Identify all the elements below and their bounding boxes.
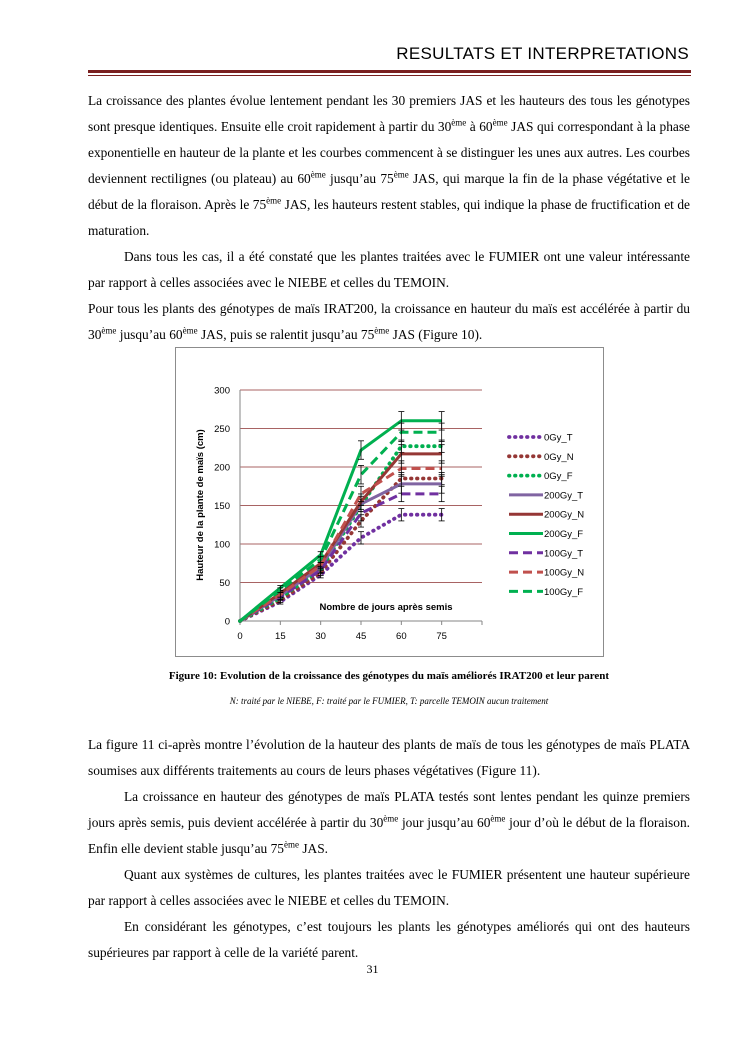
paragraph: [88, 862, 690, 914]
body-text-top: [88, 88, 690, 348]
paragraph: [88, 296, 690, 348]
legend-label: 100Gy_F: [544, 586, 584, 598]
y-tick-label: 200: [214, 462, 230, 474]
text-run: jusqu’au 60: [116, 327, 183, 342]
legend-label: 0Gy_T: [544, 432, 573, 444]
y-tick-label: 150: [214, 501, 230, 512]
text-run: JAS, qui marque la fin de la phase végétative et le début de la floraison. Après le 75: [88, 171, 691, 212]
series-line-200Gy_F: [240, 421, 442, 621]
figure-caption: Figure 10: Evolution de la croissance des génotypes du maïs améliorés IRAT200 et leur parent: [168, 670, 610, 682]
x-tick-label: 30: [315, 631, 326, 642]
series-line-100Gy_N: [240, 469, 442, 622]
body-text-bottom: [88, 732, 690, 966]
superscript: ème: [492, 117, 508, 128]
legend-label: 200Gy_N: [544, 509, 585, 521]
paragraph: [88, 784, 690, 862]
y-tick-label: 250: [214, 424, 230, 435]
superscript: ème: [101, 325, 117, 336]
text-run: Dans tous les cas, il a été constaté que les plantes traitées avec le FUMIER ont une valeur intéressante par rapport à celles associées avec le NIEBE et celles du TEMOIN.: [88, 249, 690, 290]
text-run: JAS.: [298, 841, 329, 856]
superscript: ème: [266, 195, 282, 206]
x-tick-label: 15: [275, 631, 286, 642]
superscript: ème: [451, 117, 467, 128]
header-rule-thick: [88, 70, 691, 73]
text-run: JAS, les hauteurs restent stables, qui indique la phase de fructification et de maturation.: [88, 197, 690, 238]
figure-10-chart: [175, 347, 604, 657]
y-tick-label: 300: [214, 385, 230, 397]
text-run: JAS (Figure 10).: [389, 327, 483, 342]
series-line-100Gy_F: [240, 432, 442, 621]
figure-note: N: traité par le NIEBE, F: traité par le FUMIER, T: parcelle TEMOIN aucun traitement: [229, 696, 549, 706]
superscript: ème: [490, 813, 506, 824]
superscript: ème: [383, 813, 399, 824]
paragraph: [88, 88, 690, 244]
y-axis-label: Hauteur de la plante de maïs (cm): [195, 429, 206, 581]
legend-label: 100Gy_T: [544, 548, 584, 560]
section-header-title: RESULTATS ET INTERPRETATIONS: [396, 44, 689, 63]
x-tick-label: 60: [396, 631, 407, 642]
text-run: Pour tous les plants des génotypes de maïs IRAT200, la croissance en hauteur du maïs est accélérée à partir du 30: [88, 301, 690, 342]
x-axis-label: Nombre de jours après semis: [319, 602, 453, 613]
legend-label: 0Gy_F: [544, 471, 573, 483]
paragraph: [88, 914, 690, 966]
y-tick-label: 0: [224, 616, 230, 628]
x-tick-label: 0: [237, 631, 243, 642]
superscript: ème: [393, 169, 409, 180]
y-tick-label: 100: [214, 539, 230, 551]
text-run: JAS qui correspondant à la phase exponentielle en hauteur de la plante et les courbes commencent à se distinguer les unes aux autres. Les courbes deviennent rectilignes (ou plateau) au 60: [88, 119, 690, 186]
text-run: La croissance des plantes évolue lentement pendant les 30 premiers JAS et les hauteurs des tous les génotypes sont presque identiques. Ensuite elle croit rapidement à partir du 30: [88, 93, 690, 134]
text-run: Quant aux systèmes de cultures, les plantes traitées avec le FUMIER présentent une hauteur supérieure par rapport à celles associées avec le NIEBE et celles du TEMOIN.: [88, 867, 690, 908]
legend-label: 200Gy_F: [544, 529, 584, 540]
text-run: En considérant les génotypes, c’est toujours les plants les génotypes améliorés qui ont des hauteurs supérieures par rapport à celle de la variété parent.: [88, 919, 690, 960]
y-tick-label: 50: [219, 578, 230, 589]
superscript: ème: [182, 325, 198, 336]
superscript: ème: [310, 169, 326, 180]
growth-line-chart: [176, 348, 603, 656]
header-rule-thin: [88, 75, 691, 76]
text-run: La figure 11 ci-après montre l’évolution de la hauteur des plants de maïs de tous les génotypes de maïs PLATA soumises aux différents traitements au cours de leurs phases végétatives (Figure 11).: [88, 737, 690, 778]
text-run: JAS, puis se ralentit jusqu’au 75: [197, 327, 375, 342]
x-tick-label: 75: [436, 631, 447, 642]
x-tick-label: 45: [355, 631, 367, 642]
superscript: ème: [374, 325, 390, 336]
page-number: 31: [366, 962, 379, 976]
legend-label: 0Gy_N: [544, 451, 574, 463]
paragraph: [88, 244, 690, 296]
legend-label: 200Gy_T: [544, 490, 584, 502]
text-run: jour jusqu’au 60: [398, 815, 491, 830]
legend-label: 100Gy_N: [544, 567, 585, 579]
text-run: à 60: [466, 119, 493, 134]
text-run: jour d’où le début de la floraison. Enfin elle devient stable jusqu’au 75: [88, 815, 690, 856]
text-run: jusqu’au 75: [325, 171, 394, 186]
text-run: La croissance en hauteur des génotypes de maïs PLATA testés sont lentes pendant les quinze premiers jours après semis, puis devient accélérée à partir du 30: [88, 789, 690, 830]
paragraph: [88, 732, 690, 784]
superscript: ème: [283, 839, 299, 850]
